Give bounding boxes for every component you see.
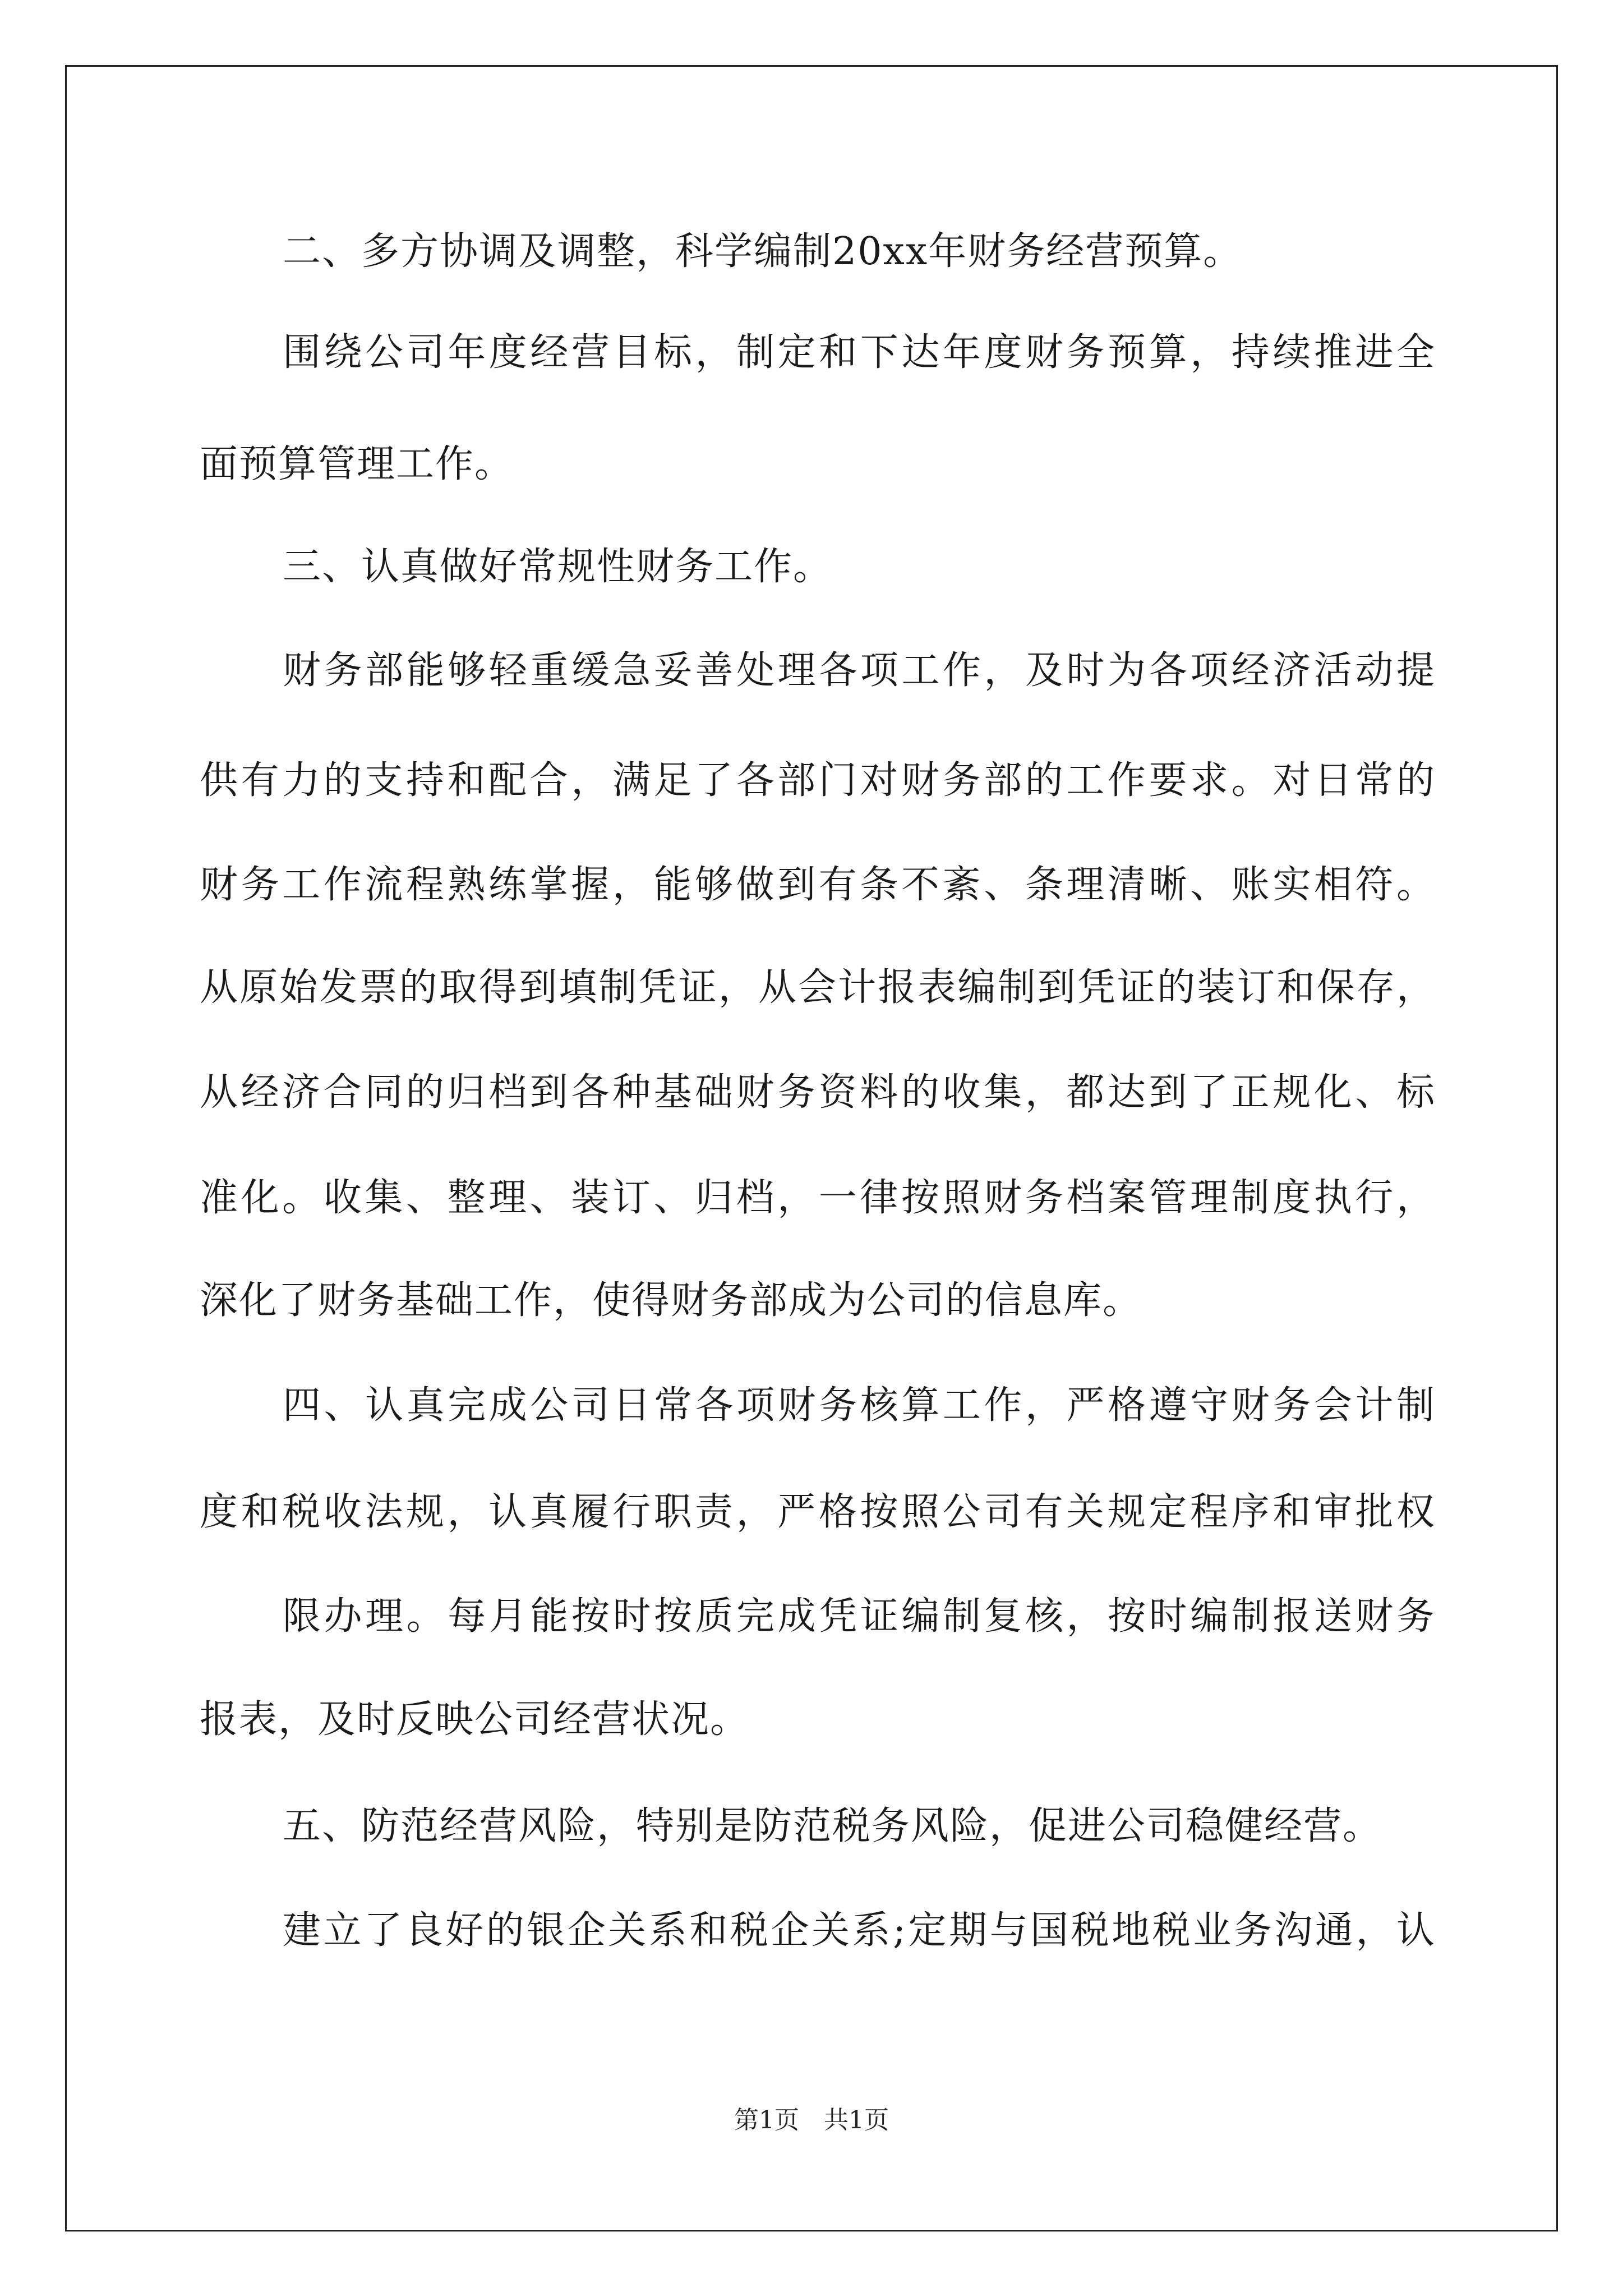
paragraph-line: 面预算管理工作。 bbox=[200, 442, 514, 486]
paragraph-line: 从原始发票的取得到填制凭证，从会计报表编制到凭证的装订和保存， bbox=[200, 965, 1436, 1010]
paragraph-line: 报表，及时反映公司经营状况。 bbox=[200, 1697, 750, 1742]
page-number-footer: 第1页 共1页 bbox=[734, 2106, 889, 2134]
paragraph-line: 深化了财务基础工作，使得财务部成为公司的信息库。 bbox=[200, 1278, 1142, 1323]
paragraph-line: 从经济合同的归档到各种基础财务资料的收集，都达到了正规化、标 bbox=[200, 1070, 1436, 1115]
paragraph-line: 围绕公司年度经营目标，制定和下达年度财务预算，持续推进全 bbox=[283, 330, 1436, 375]
paragraph-line: 供有力的支持和配合，满足了各部门对财务部的工作要求。对日常的 bbox=[200, 758, 1436, 803]
paragraph-line: 准化。收集、整理、装订、归档，一律按照财务档案管理制度执行， bbox=[200, 1176, 1436, 1220]
paragraph-line: 度和税收法规，认真履行职责，严格按照公司有关规定程序和审批权 bbox=[200, 1490, 1436, 1534]
heading-section-3: 三、认真做好常规性财务工作。 bbox=[283, 545, 833, 589]
paragraph-line: 建立了良好的银企关系和税企关系;定期与国税地税业务沟通，认 bbox=[283, 1908, 1436, 1953]
paragraph-line: 财务工作流程熟练掌握，能够做到有条不紊、条理清晰、账实相符。 bbox=[200, 863, 1436, 907]
heading-section-5: 五、防范经营风险，特别是防范税务风险，促进公司稳健经营。 bbox=[283, 1804, 1382, 1848]
heading-section-2: 二、多方协调及调整，科学编制20xx年财务经营预算。 bbox=[283, 229, 1243, 274]
paragraph-line: 限办理。每月能按时按质完成凭证编制复核，按时编制报送财务 bbox=[283, 1594, 1436, 1639]
paragraph-line: 财务部能够轻重缓急妥善处理各项工作，及时为各项经济活动提 bbox=[283, 648, 1436, 693]
heading-section-4: 四、认真完成公司日常各项财务核算工作，严格遵守财务会计制 bbox=[283, 1383, 1436, 1428]
